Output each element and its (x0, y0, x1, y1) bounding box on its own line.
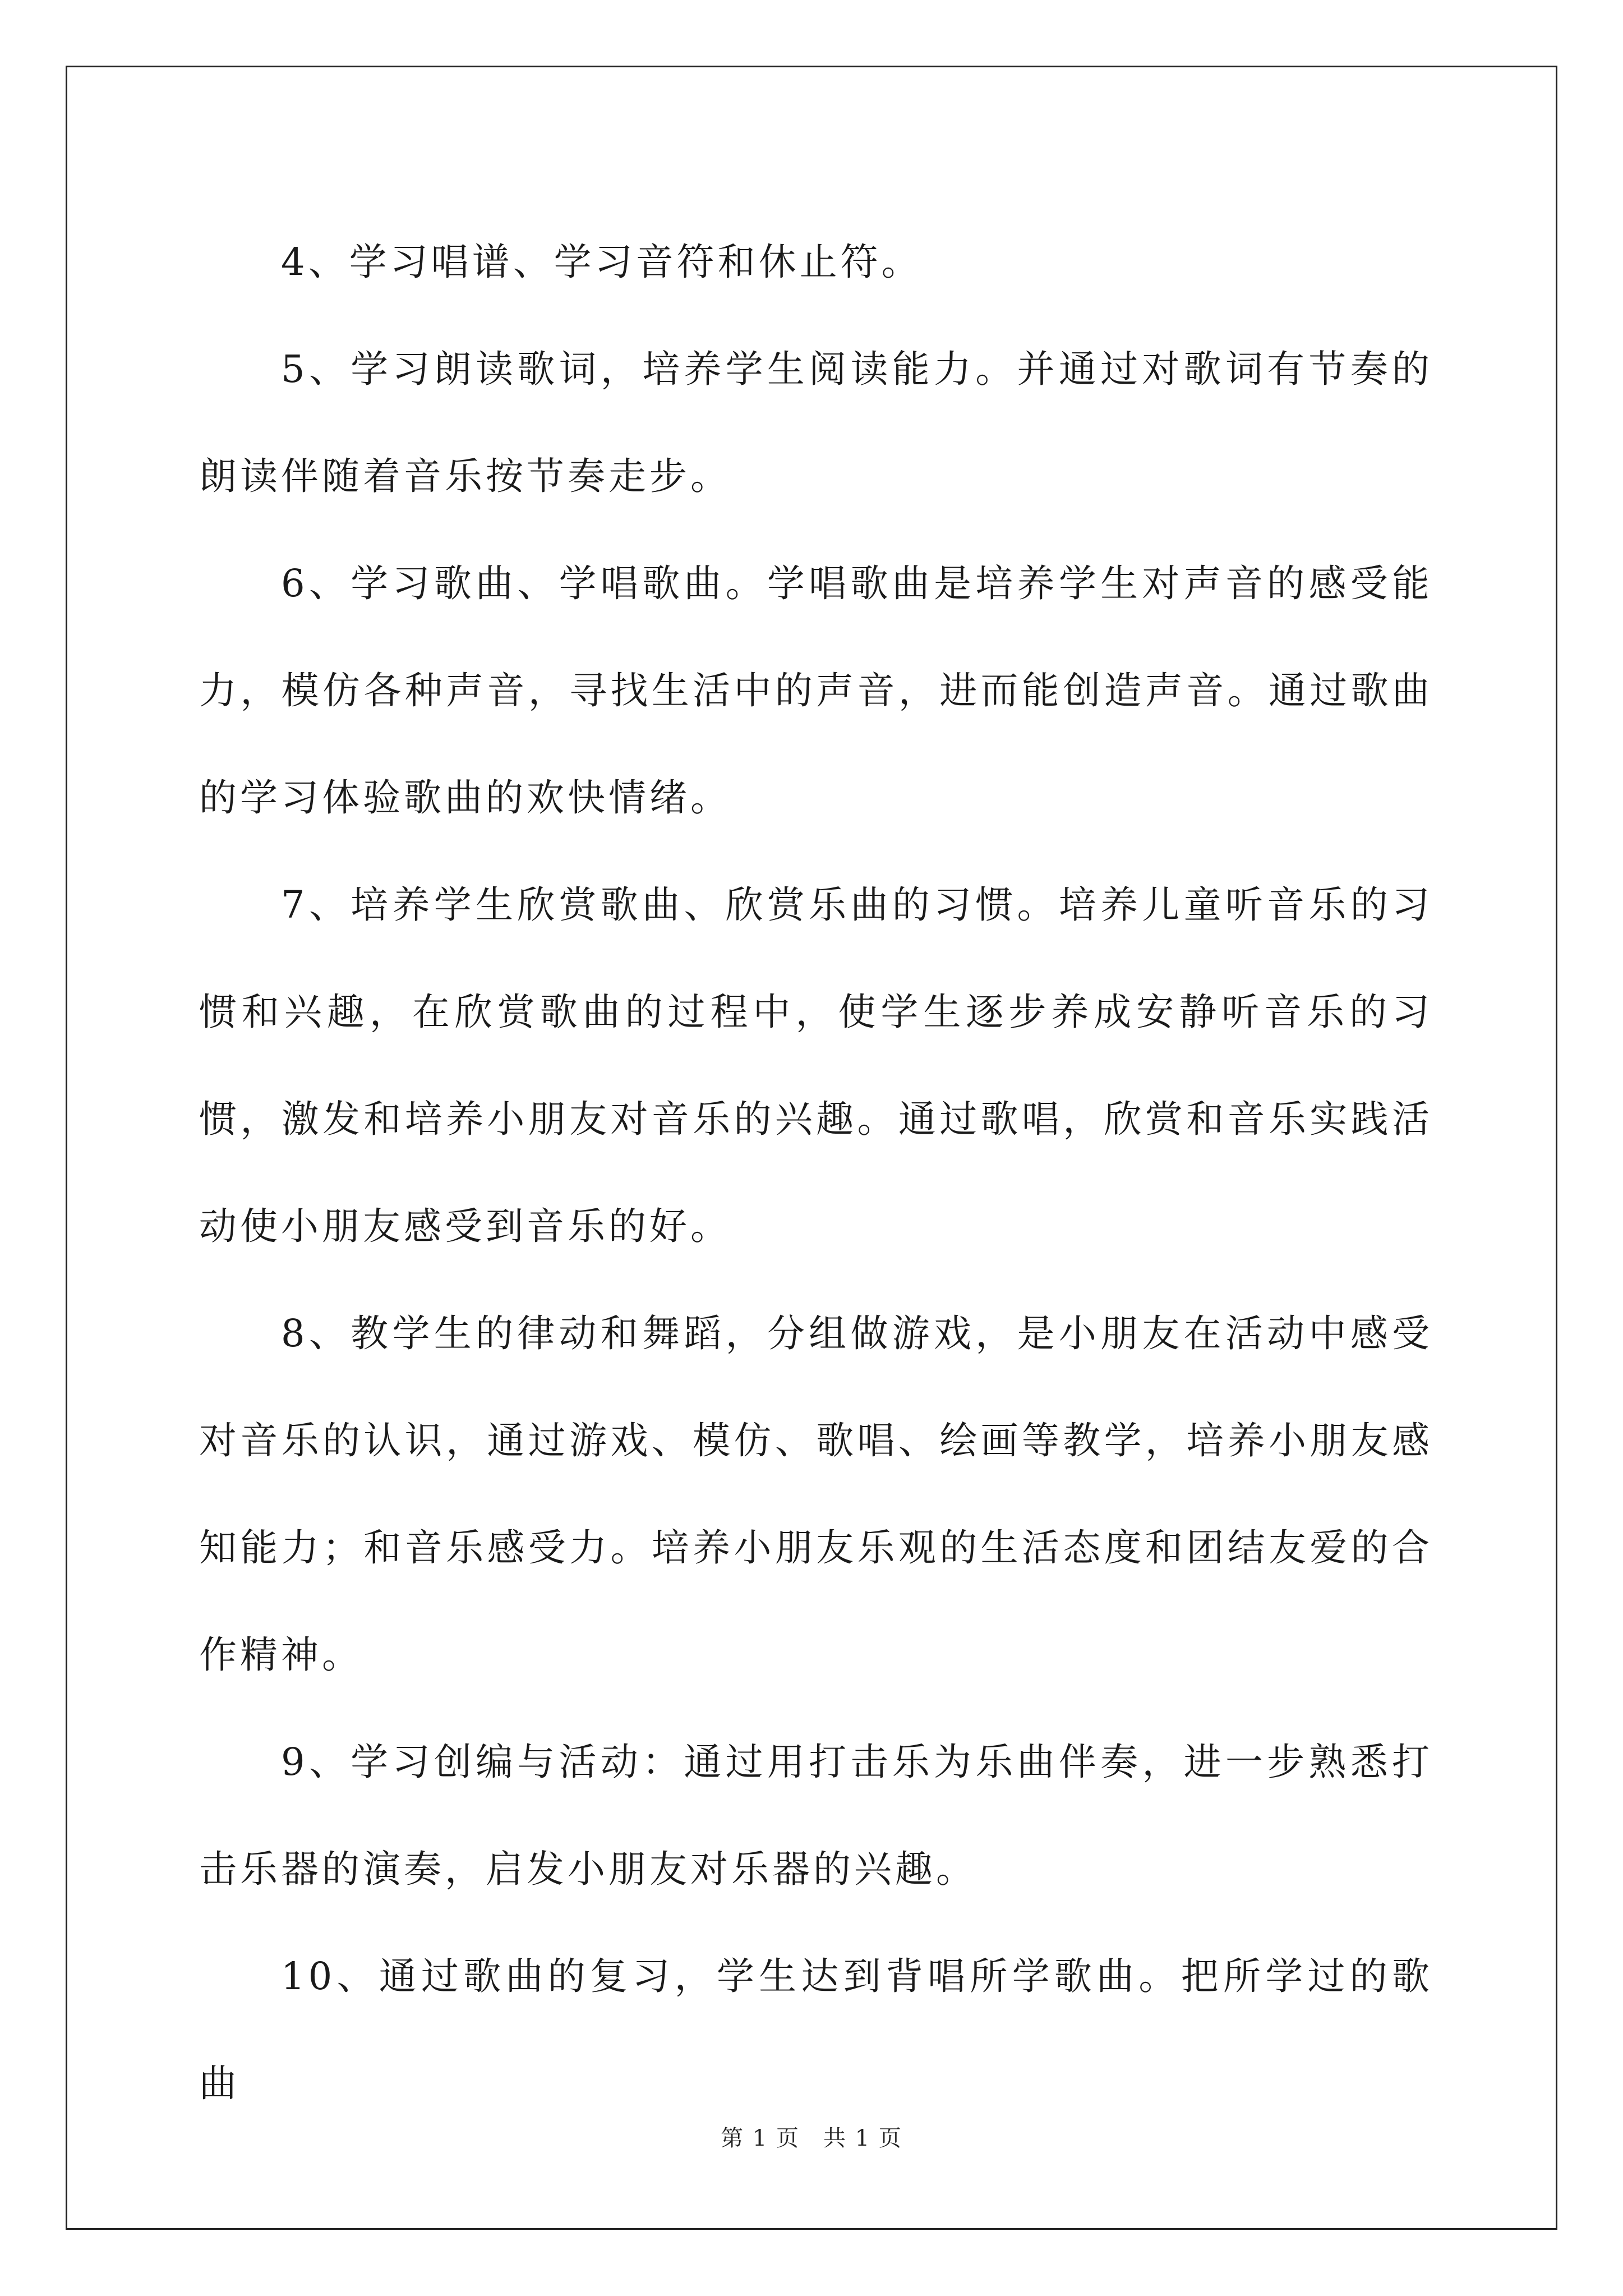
paragraph-item-10: 10、通过歌曲的复习，学生达到背唱所学歌曲。把所学过的歌曲 (199, 1954, 1433, 2105)
page-number-footer: 第 1 页 共 1 页 (721, 2125, 902, 2151)
paragraph-item-9: 9、学习创编与活动：通过用打击乐为乐曲伴奏，进一步熟悉打击乐器的演奏，启发小朋友对乐器的兴趣。 (199, 1740, 1433, 1891)
paragraph-item-4: 4、学习唱谱、学习音符和休止符。 (281, 240, 923, 284)
paragraph-item-7: 7、培养学生欣赏歌曲、欣赏乐曲的习惯。培养儿童听音乐的习惯和兴趣，在欣赏歌曲的过程中，使学生逐步养成安静听音乐的习惯，激发和培养小朋友对音乐的兴趣。通过歌唱，欣赏和音乐实践活动使小朋友感受到音乐的好。 (199, 883, 1433, 1248)
paragraph-item-6: 6、学习歌曲、学唱歌曲。学唱歌曲是培养学生对声音的感受能力，模仿各种声音，寻找生活中的声音，进而能创造声音。通过歌曲的学习体验歌曲的欢快情绪。 (199, 562, 1433, 820)
paragraph-item-8: 8、教学生的律动和舞蹈，分组做游戏，是小朋友在活动中感受对音乐的认识，通过游戏、模仿、歌唱、绘画等教学，培养小朋友感知能力；和音乐感受力。培养小朋友乐观的生活态度和团结友爱的合作精神。 (199, 1312, 1433, 1677)
paragraph-item-5: 5、学习朗读歌词，培养学生阅读能力。并通过对歌词有节奏的朗读伴随着音乐按节奏走步。 (199, 347, 1433, 498)
document-body (199, 209, 1433, 2137)
